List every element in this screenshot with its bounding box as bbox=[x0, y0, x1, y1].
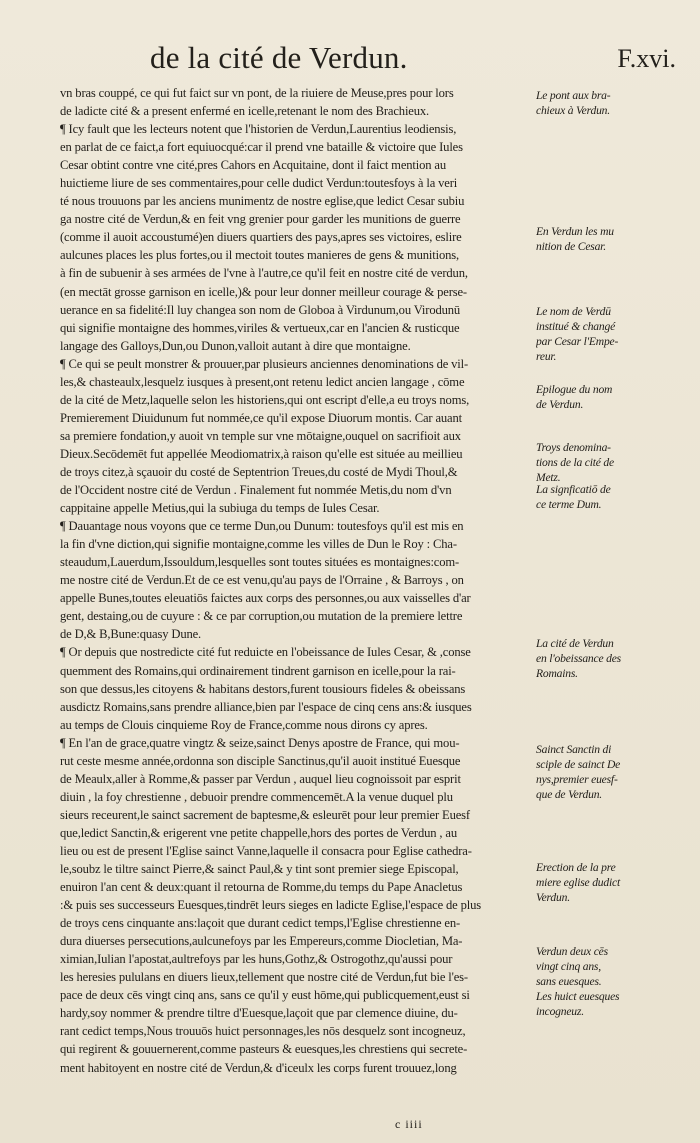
margin-note-line: nys,premier euesf- bbox=[536, 773, 618, 786]
margin-note-line: Troys denomina- bbox=[536, 441, 611, 454]
running-head: de la cité de Verdun. bbox=[150, 40, 408, 75]
text-line: me nostre cité de Verdun.Et de ce est venu,qu'au pays de l'Orraine , & Barroys , on bbox=[60, 573, 464, 588]
margin-note bbox=[536, 860, 694, 905]
text-line: té nous trouuons par les anciens munimentz de nostre eglise,que ledict Cesar subiu bbox=[60, 194, 465, 209]
text-line: la fin d'vne diction,qui signifie montaigne,comme les villes de Dun le Roy : Cha- bbox=[60, 537, 457, 552]
margin-note-line: Le pont aux bra- bbox=[536, 89, 611, 102]
page-header bbox=[150, 40, 690, 82]
text-line: ¶ En l'an de grace,quatre vingtz & seize,sainct Denys apostre de France, qui mou- bbox=[60, 735, 460, 750]
text-line: Dieux.Secōdemēt fut appellée Meodiomatrix,à raison qu'elle est située au meillieu bbox=[60, 446, 463, 461]
text-line: lieu ou est de present l'Eglise sainct Vanne,laquelle il consacra pour Eglise cathedra- bbox=[60, 843, 472, 858]
text-line: uerance en sa fidelité:Il luy changea son nom de Globoa à Virdunum,ou Virodunū bbox=[60, 302, 461, 317]
text-line: diuin , la foy chrestienne , debuoir prendre commencemēt.A la venue duquel plu bbox=[60, 789, 453, 804]
text-line: les heresies pululans en diuers lieux,tellement que nostre cité de Verdun,fut bie l'es- bbox=[60, 970, 468, 985]
text-line: ga nostre cité de Verdun,& en feit vng grenier pour garder les munitions de guerre bbox=[60, 212, 461, 227]
margin-note-line: Romains. bbox=[536, 667, 578, 680]
text-line: le,soubz le tiltre sainct Pierre,& sainct Paul,& y tint sont premier siege Episcopal, bbox=[60, 862, 459, 877]
text-line: à fin de subuenir à ses armées de l'vne à l'autre,ce qu'il feit en nostre cité de verdun, bbox=[60, 266, 468, 281]
body-text bbox=[60, 84, 520, 1077]
text-line: aulcunes places les plus fortes,ou il mectoit toutes manieres de gens & munitions, bbox=[60, 248, 460, 263]
text-line: steaudum,Lauerdum,Issouldum,lesquelles sont toutes situées es montaignes:com- bbox=[60, 555, 460, 570]
margin-note-line: institué & changé bbox=[536, 320, 616, 333]
text-line: son que dessus,les citoyens & habitans destors,furent tousiours fideles & obeissans bbox=[60, 681, 466, 696]
text-line: rut ceste mesme année,ordonna son disciple Sanctinus,qu'il auoit institué Euesque bbox=[60, 753, 461, 768]
margin-note bbox=[536, 636, 694, 681]
text-line: gent, destaing,ou de cuyure : & ce par corruption,ou mutation de la premiere lettre bbox=[60, 609, 463, 624]
text-line: appelle Bunes,toutes eleuatiōs faictes aux corps des personnes,ou aux vaisselles d'ar bbox=[60, 591, 471, 606]
margin-note bbox=[536, 224, 694, 254]
text-line: ¶ Icy fault que les lecteurs notent que l'historien de Verdun,Laurentius leodiensis, bbox=[60, 122, 457, 137]
text-line: ausdictz Romains,sans prendre alliance,bien par l'espace de cinq cens ans:& iusques bbox=[60, 699, 472, 714]
margin-note-line: Verdun. bbox=[536, 891, 570, 904]
text-line: qui regirent & gouuernerent,comme pasteurs & euesques,les chrestiens qui secrete- bbox=[60, 1042, 468, 1057]
text-line: de Meaulx,aller à Romme,& passer par Verdun , auquel lieu cognoissoit par esprit bbox=[60, 771, 461, 786]
text-line: enuiron l'an cent & deux:quant il retourna de Romme,du temps du Pape Anacletus bbox=[60, 880, 463, 895]
margin-note-line: La signficatiō de bbox=[536, 483, 611, 496]
margin-note-line: de Verdun. bbox=[536, 398, 584, 411]
text-line: ¶ Ce qui se peult monstrer & prouuer,par plusieurs anciennes denominations de vil- bbox=[60, 356, 469, 371]
text-line: rant cedict temps,Nous trouuōs huict personnages,les nōs desquelz sont incogneuz, bbox=[60, 1024, 466, 1039]
margin-note-line: chieux à Verdun. bbox=[536, 104, 610, 117]
margin-note bbox=[536, 742, 694, 802]
margin-note-line: ce terme Dum. bbox=[536, 498, 602, 511]
text-line: dura diuerses persecutions,aulcunefoys par les Empereurs,comme Diocletian, Ma- bbox=[60, 934, 463, 949]
text-line: cappitaine appelle Metius,qui la subiuga du temps de Iules Cesar. bbox=[60, 501, 380, 516]
margin-note-line: La cité de Verdun bbox=[536, 637, 614, 650]
margin-note-line: reur. bbox=[536, 350, 557, 363]
margin-note-line: Le nom de Verdū bbox=[536, 305, 611, 318]
margin-note bbox=[536, 382, 694, 412]
margin-note-line: en l'obeissance des bbox=[536, 652, 621, 665]
margin-note bbox=[536, 944, 694, 1019]
text-line: vn bras couppé, ce qui fut faict sur vn pont, de la riuiere de Meuse,pres pour lors bbox=[60, 86, 454, 100]
text-line: de l'Occident nostre cité de Verdun . Finalement fut nommée Metis,du nom d'vn bbox=[60, 483, 452, 498]
margin-note-line: incogneuz. bbox=[536, 1005, 584, 1018]
text-line: sieurs receurent,le sainct sacrement de baptesme,& esleurēt pour leur premier Euesf bbox=[60, 807, 470, 822]
text-line: qui signifie montaigne des hommes,viriles & vertueux,car en l'ancien & rusticque bbox=[60, 320, 460, 335]
margin-note-line: vingt cinq ans, bbox=[536, 960, 601, 973]
text-line: huictieme liure de ses commentaires,pour celle dudict Verdun:toutesfoys à la veri bbox=[60, 176, 458, 191]
text-line: ximian,Iulian l'apostat,aultrefoys par les huns,Gothz,& Ostrogothz,qu'aussi pour bbox=[60, 952, 453, 967]
margin-note-line: tions de la cité de bbox=[536, 456, 614, 469]
margin-note-line: nition de Cesar. bbox=[536, 240, 606, 253]
margin-note-line: Erection de la pre bbox=[536, 861, 616, 874]
margin-note-line: Verdun deux cēs bbox=[536, 945, 608, 958]
text-line: en parlat de ce faict,a fort equiuocqué:car il prend vne bataille & victoire que Iules bbox=[60, 140, 463, 155]
margin-note-line: sans euesques. bbox=[536, 975, 602, 988]
text-line: Cesar obtint contre vne cité,pres Cahors en Acquitaine, dont il faict mention au bbox=[60, 158, 446, 173]
margin-note bbox=[536, 440, 694, 485]
margin-note-line: Metz. bbox=[536, 471, 561, 484]
margin-note-line: En Verdun les mu bbox=[536, 225, 614, 238]
text-line: que,ledict Sanctin,& erigerent vne petite chappelle,hors des portes de Verdun , au bbox=[60, 825, 457, 840]
text-line: ment habitoyent en nostre cité de Verdun,& d'iceulx les corps furent trouuez,long bbox=[60, 1060, 457, 1075]
text-line: (en mectāt grosse garnison en icelle,)& pour leur donner meilleur courage & perse- bbox=[60, 284, 467, 299]
margin-note-line: que de Verdun. bbox=[536, 788, 602, 801]
margin-note bbox=[536, 88, 694, 118]
text-line: :& puis ses successeurs Euesques,tindrēt leurs sieges en ladicte Eglise,l'espace de plus bbox=[60, 898, 481, 913]
folio-number: F.xvi. bbox=[617, 44, 676, 73]
signature-mark: c iiii bbox=[395, 1117, 423, 1131]
text-line: les,& chasteaulx,lesquelz iusques à present,ont retenu ledict ancien langage , cōme bbox=[60, 374, 465, 389]
text-line: de D,& B,Bune:quasy Dune. bbox=[60, 627, 202, 642]
text-line: quemment des Romains,qui ordinairement tindrent garnison en icelle,pour la rai- bbox=[60, 663, 456, 678]
margin-note-line: sciple de sainct De bbox=[536, 758, 621, 771]
text-line: de la cité de Metz,laquelle selon les historiens,qui ont escript d'elle,a eu troys noms, bbox=[60, 392, 470, 407]
text-line: ¶ Or depuis que nostredicte cité fut reduicte en l'obeissance de Iules Cesar, & ,conse bbox=[60, 645, 471, 660]
margin-note-line: par Cesar l'Empe- bbox=[536, 335, 619, 348]
text-line: de ladicte cité & a present enfermé en icelle,retenant le nom des Brachieux. bbox=[60, 104, 430, 119]
margin-note-line: Les huict euesques bbox=[536, 990, 620, 1003]
margin-note bbox=[536, 482, 694, 512]
text-line: pace de deux cēs vingt cinq ans, sans ce qu'il y eust hōme,qui publicquement,eust si bbox=[60, 988, 470, 1003]
margin-note-line: miere eglise dudict bbox=[536, 876, 620, 889]
text-line: sa premiere fondation,y auoit vn temple sur vne mōtaigne,ouquel on sacrifioit aux bbox=[60, 428, 461, 443]
margin-note-line: Epilogue du nom bbox=[536, 383, 613, 396]
text-line: Premierement Diuidunum fut nommée,ce qu'il expose Diuorum montis. Car auant bbox=[60, 410, 462, 425]
margin-note bbox=[536, 304, 694, 364]
text-line: de troys cens cinquante ans:laçoit que durant cedict temps,l'Eglise chrestienne en- bbox=[60, 916, 461, 931]
text-line: au temps de Clouis cinquieme Roy de France,comme nous dirons cy apres. bbox=[60, 717, 428, 732]
text-line: de troys citez,à sçauoir du costé de Septentrion Treues,du costé de Mydi Thoul,& bbox=[60, 464, 458, 479]
text-line: ¶ Dauantage nous voyons que ce terme Dun,ou Dunum: toutesfoys qu'il est mis en bbox=[60, 519, 464, 534]
margin-note-line: Sainct Sanctin di bbox=[536, 743, 612, 756]
text-line: langage des Galloys,Dun,ou Dunon,valloit autant à dire que montaigne. bbox=[60, 338, 411, 353]
text-line: (comme il auoit accoustumé)en diuers quartiers des pays,apres ses victoires, eslire bbox=[60, 230, 462, 245]
text-line: hardy,soy nommer & prendre tiltre d'Euesque,laçoit que par clemence diuine, du- bbox=[60, 1006, 458, 1021]
